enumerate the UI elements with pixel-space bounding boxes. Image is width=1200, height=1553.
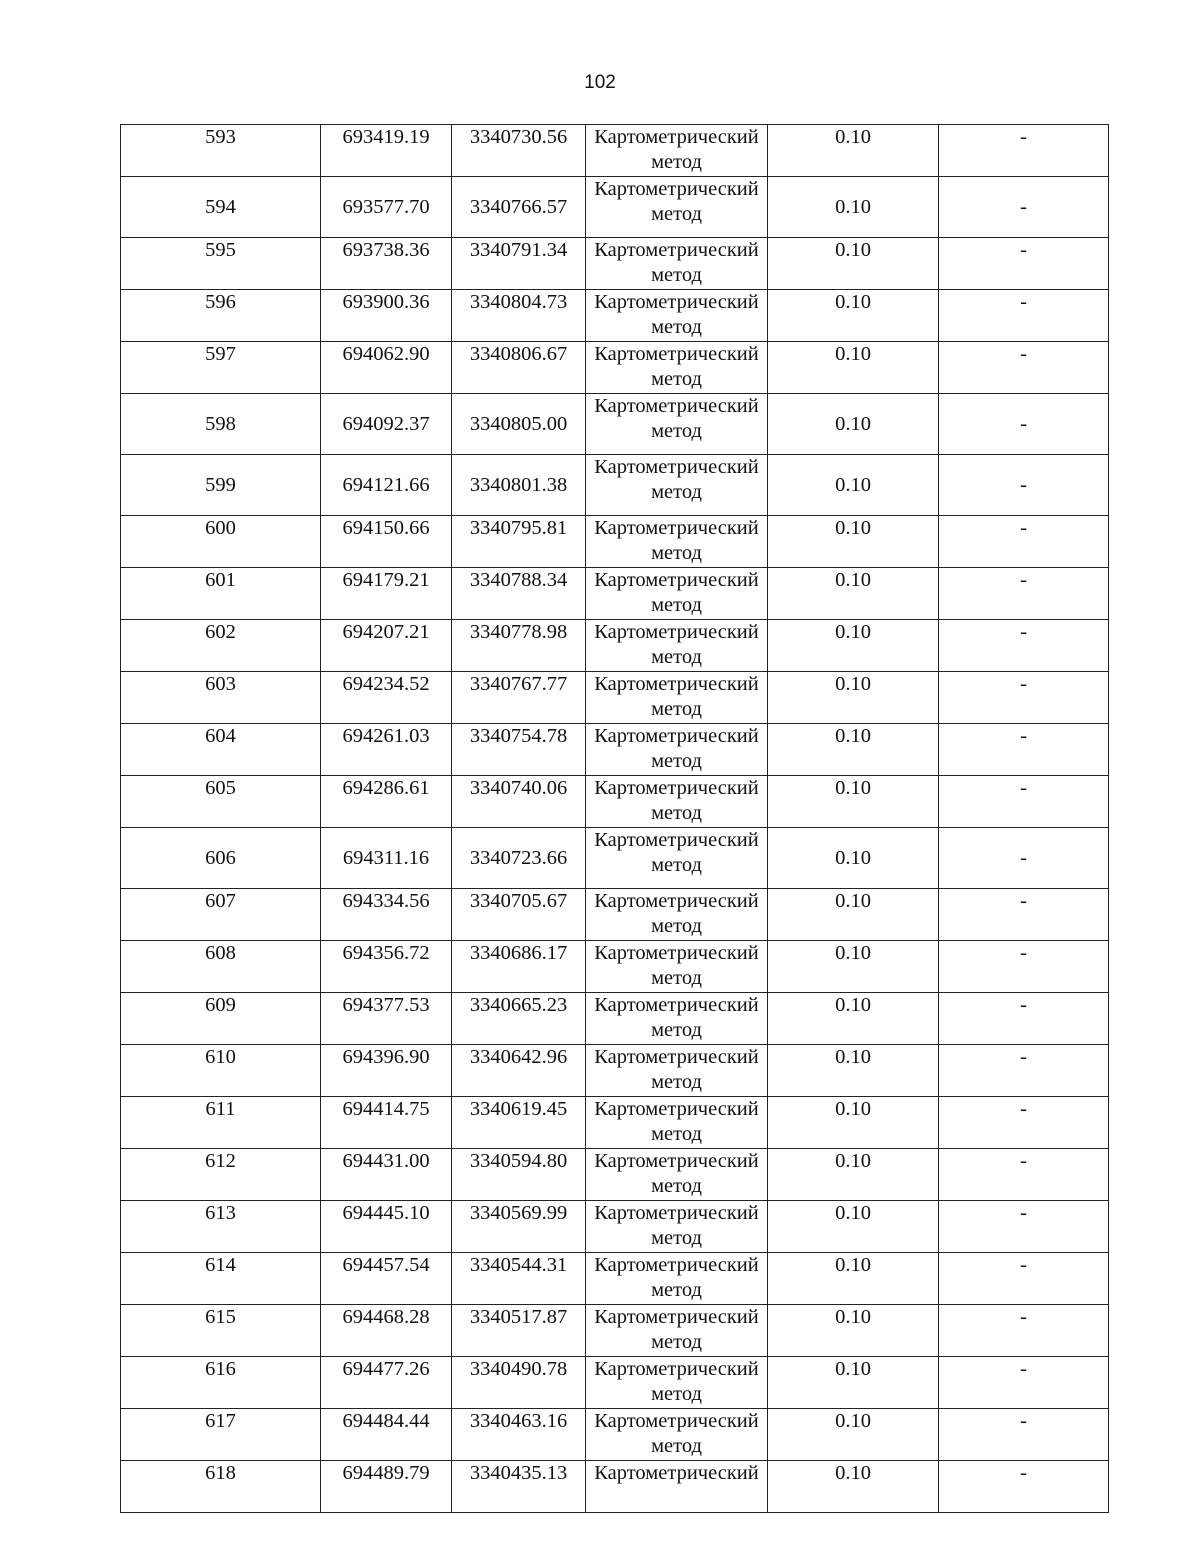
note-cell: - [939, 724, 1109, 776]
point-number-cell: 598 [121, 394, 321, 455]
table-row [121, 1253, 1109, 1305]
y-coordinate-cell: 3340686.17 [452, 941, 586, 993]
y-coordinate-cell: 3340569.99 [452, 1201, 586, 1253]
x-coordinate-cell: 693577.70 [321, 177, 452, 238]
accuracy-cell: 0.10 [768, 620, 939, 672]
method-cell: Картометрический метод [586, 516, 768, 568]
y-coordinate-cell: 3340767.77 [452, 672, 586, 724]
point-number-cell: 614 [121, 1253, 321, 1305]
x-coordinate-cell: 694062.90 [321, 342, 452, 394]
x-coordinate-cell: 693738.36 [321, 238, 452, 290]
method-cell: Картометрический метод [586, 455, 768, 516]
method-cell: Картометрический метод [586, 568, 768, 620]
x-coordinate-cell: 694121.66 [321, 455, 452, 516]
table-row [121, 889, 1109, 941]
method-cell: Картометрический метод [586, 290, 768, 342]
point-number-cell: 593 [121, 125, 321, 177]
accuracy-cell: 0.10 [768, 455, 939, 516]
table-row [121, 672, 1109, 724]
note-cell: - [939, 1305, 1109, 1357]
accuracy-cell: 0.10 [768, 1357, 939, 1409]
note-cell: - [939, 342, 1109, 394]
accuracy-cell: 0.10 [768, 1201, 939, 1253]
method-cell: Картометрический метод [586, 177, 768, 238]
x-coordinate-cell: 694396.90 [321, 1045, 452, 1097]
accuracy-cell: 0.10 [768, 177, 939, 238]
point-number-cell: 606 [121, 828, 321, 889]
table-row [121, 568, 1109, 620]
y-coordinate-cell: 3340517.87 [452, 1305, 586, 1357]
table-row [121, 993, 1109, 1045]
y-coordinate-cell: 3340801.38 [452, 455, 586, 516]
table-row [121, 290, 1109, 342]
note-cell: - [939, 1149, 1109, 1201]
accuracy-cell: 0.10 [768, 342, 939, 394]
point-number-cell: 600 [121, 516, 321, 568]
point-number-cell: 607 [121, 889, 321, 941]
table-row [121, 516, 1109, 568]
y-coordinate-cell: 3340723.66 [452, 828, 586, 889]
method-cell: Картометрический метод [586, 724, 768, 776]
method-cell: Картометрический метод [586, 776, 768, 828]
y-coordinate-cell: 3340705.67 [452, 889, 586, 941]
y-coordinate-cell: 3340804.73 [452, 290, 586, 342]
note-cell: - [939, 1253, 1109, 1305]
note-cell: - [939, 889, 1109, 941]
point-number-cell: 599 [121, 455, 321, 516]
accuracy-cell: 0.10 [768, 1461, 939, 1513]
method-cell: Картометрический метод [586, 828, 768, 889]
method-cell: Картометрический метод [586, 993, 768, 1045]
method-cell: Картометрический метод [586, 238, 768, 290]
y-coordinate-cell: 3340791.34 [452, 238, 586, 290]
x-coordinate-cell: 694468.28 [321, 1305, 452, 1357]
point-number-cell: 613 [121, 1201, 321, 1253]
note-cell: - [939, 828, 1109, 889]
method-cell: Картометрический метод [586, 1201, 768, 1253]
table-row [121, 1409, 1109, 1461]
table-row [121, 455, 1109, 516]
y-coordinate-cell: 3340795.81 [452, 516, 586, 568]
point-number-cell: 602 [121, 620, 321, 672]
note-cell: - [939, 568, 1109, 620]
x-coordinate-cell: 694334.56 [321, 889, 452, 941]
note-cell: - [939, 1097, 1109, 1149]
note-cell: - [939, 620, 1109, 672]
accuracy-cell: 0.10 [768, 889, 939, 941]
method-cell: Картометрический метод [586, 1097, 768, 1149]
accuracy-cell: 0.10 [768, 1097, 939, 1149]
x-coordinate-cell: 694356.72 [321, 941, 452, 993]
x-coordinate-cell: 694261.03 [321, 724, 452, 776]
method-cell: Картометрический метод [586, 672, 768, 724]
note-cell: - [939, 1201, 1109, 1253]
point-number-cell: 617 [121, 1409, 321, 1461]
method-cell: Картометрический метод [586, 342, 768, 394]
note-cell: - [939, 177, 1109, 238]
note-cell: - [939, 1357, 1109, 1409]
x-coordinate-cell: 694431.00 [321, 1149, 452, 1201]
accuracy-cell: 0.10 [768, 394, 939, 455]
table-row [121, 1045, 1109, 1097]
table-row [121, 238, 1109, 290]
table-row [121, 1201, 1109, 1253]
y-coordinate-cell: 3340730.56 [452, 125, 586, 177]
table-row [121, 177, 1109, 238]
x-coordinate-cell: 694477.26 [321, 1357, 452, 1409]
method-cell: Картометрический метод [586, 620, 768, 672]
table-row [121, 1097, 1109, 1149]
y-coordinate-cell: 3340642.96 [452, 1045, 586, 1097]
method-cell: Картометрический метод [586, 394, 768, 455]
method-cell: Картометрический метод [586, 1045, 768, 1097]
x-coordinate-cell: 694489.79 [321, 1461, 452, 1513]
point-number-cell: 616 [121, 1357, 321, 1409]
y-coordinate-cell: 3340778.98 [452, 620, 586, 672]
y-coordinate-cell: 3340544.31 [452, 1253, 586, 1305]
y-coordinate-cell: 3340754.78 [452, 724, 586, 776]
note-cell: - [939, 394, 1109, 455]
accuracy-cell: 0.10 [768, 568, 939, 620]
y-coordinate-cell: 3340740.06 [452, 776, 586, 828]
x-coordinate-cell: 694377.53 [321, 993, 452, 1045]
y-coordinate-cell: 3340665.23 [452, 993, 586, 1045]
x-coordinate-cell: 694414.75 [321, 1097, 452, 1149]
method-cell: Картометрический [586, 1461, 768, 1513]
page-number: 102 [584, 72, 616, 93]
table-row [121, 394, 1109, 455]
point-number-cell: 618 [121, 1461, 321, 1513]
accuracy-cell: 0.10 [768, 724, 939, 776]
note-cell: - [939, 672, 1109, 724]
accuracy-cell: 0.10 [768, 776, 939, 828]
y-coordinate-cell: 3340766.57 [452, 177, 586, 238]
accuracy-cell: 0.10 [768, 672, 939, 724]
note-cell: - [939, 1461, 1109, 1513]
table-row [121, 125, 1109, 177]
x-coordinate-cell: 693900.36 [321, 290, 452, 342]
accuracy-cell: 0.10 [768, 125, 939, 177]
y-coordinate-cell: 3340806.67 [452, 342, 586, 394]
note-cell: - [939, 776, 1109, 828]
point-number-cell: 601 [121, 568, 321, 620]
y-coordinate-cell: 3340805.00 [452, 394, 586, 455]
y-coordinate-cell: 3340435.13 [452, 1461, 586, 1513]
x-coordinate-cell: 694445.10 [321, 1201, 452, 1253]
note-cell: - [939, 993, 1109, 1045]
accuracy-cell: 0.10 [768, 1305, 939, 1357]
x-coordinate-cell: 694311.16 [321, 828, 452, 889]
accuracy-cell: 0.10 [768, 238, 939, 290]
point-number-cell: 611 [121, 1097, 321, 1149]
x-coordinate-cell: 694484.44 [321, 1409, 452, 1461]
y-coordinate-cell: 3340463.16 [452, 1409, 586, 1461]
method-cell: Картометрический метод [586, 125, 768, 177]
accuracy-cell: 0.10 [768, 1409, 939, 1461]
y-coordinate-cell: 3340619.45 [452, 1097, 586, 1149]
y-coordinate-cell: 3340594.80 [452, 1149, 586, 1201]
table-row [121, 1357, 1109, 1409]
accuracy-cell: 0.10 [768, 828, 939, 889]
point-number-cell: 612 [121, 1149, 321, 1201]
method-cell: Картометрический метод [586, 941, 768, 993]
note-cell: - [939, 941, 1109, 993]
method-cell: Картометрический метод [586, 1409, 768, 1461]
table-row [121, 620, 1109, 672]
point-number-cell: 594 [121, 177, 321, 238]
x-coordinate-cell: 694150.66 [321, 516, 452, 568]
table-row [121, 1149, 1109, 1201]
coordinates-table [120, 124, 1109, 1513]
point-number-cell: 609 [121, 993, 321, 1045]
point-number-cell: 608 [121, 941, 321, 993]
point-number-cell: 603 [121, 672, 321, 724]
x-coordinate-cell: 694234.52 [321, 672, 452, 724]
x-coordinate-cell: 694286.61 [321, 776, 452, 828]
point-number-cell: 610 [121, 1045, 321, 1097]
method-cell: Картометрический метод [586, 1253, 768, 1305]
table-row [121, 941, 1109, 993]
coordinates-table-body [121, 125, 1109, 1513]
table-row [121, 776, 1109, 828]
accuracy-cell: 0.10 [768, 1253, 939, 1305]
accuracy-cell: 0.10 [768, 516, 939, 568]
point-number-cell: 595 [121, 238, 321, 290]
point-number-cell: 605 [121, 776, 321, 828]
note-cell: - [939, 238, 1109, 290]
note-cell: - [939, 290, 1109, 342]
accuracy-cell: 0.10 [768, 941, 939, 993]
x-coordinate-cell: 694457.54 [321, 1253, 452, 1305]
note-cell: - [939, 455, 1109, 516]
table-row [121, 342, 1109, 394]
x-coordinate-cell: 694207.21 [321, 620, 452, 672]
accuracy-cell: 0.10 [768, 993, 939, 1045]
x-coordinate-cell: 694092.37 [321, 394, 452, 455]
y-coordinate-cell: 3340490.78 [452, 1357, 586, 1409]
method-cell: Картометрический метод [586, 889, 768, 941]
accuracy-cell: 0.10 [768, 290, 939, 342]
method-cell: Картометрический метод [586, 1357, 768, 1409]
x-coordinate-cell: 694179.21 [321, 568, 452, 620]
table-row [121, 1305, 1109, 1357]
note-cell: - [939, 1409, 1109, 1461]
method-cell: Картометрический метод [586, 1305, 768, 1357]
table-row [121, 724, 1109, 776]
note-cell: - [939, 125, 1109, 177]
table-row [121, 1461, 1109, 1513]
point-number-cell: 597 [121, 342, 321, 394]
point-number-cell: 604 [121, 724, 321, 776]
table-row [121, 828, 1109, 889]
note-cell: - [939, 516, 1109, 568]
x-coordinate-cell: 693419.19 [321, 125, 452, 177]
accuracy-cell: 0.10 [768, 1045, 939, 1097]
note-cell: - [939, 1045, 1109, 1097]
point-number-cell: 615 [121, 1305, 321, 1357]
method-cell: Картометрический метод [586, 1149, 768, 1201]
point-number-cell: 596 [121, 290, 321, 342]
accuracy-cell: 0.10 [768, 1149, 939, 1201]
y-coordinate-cell: 3340788.34 [452, 568, 586, 620]
